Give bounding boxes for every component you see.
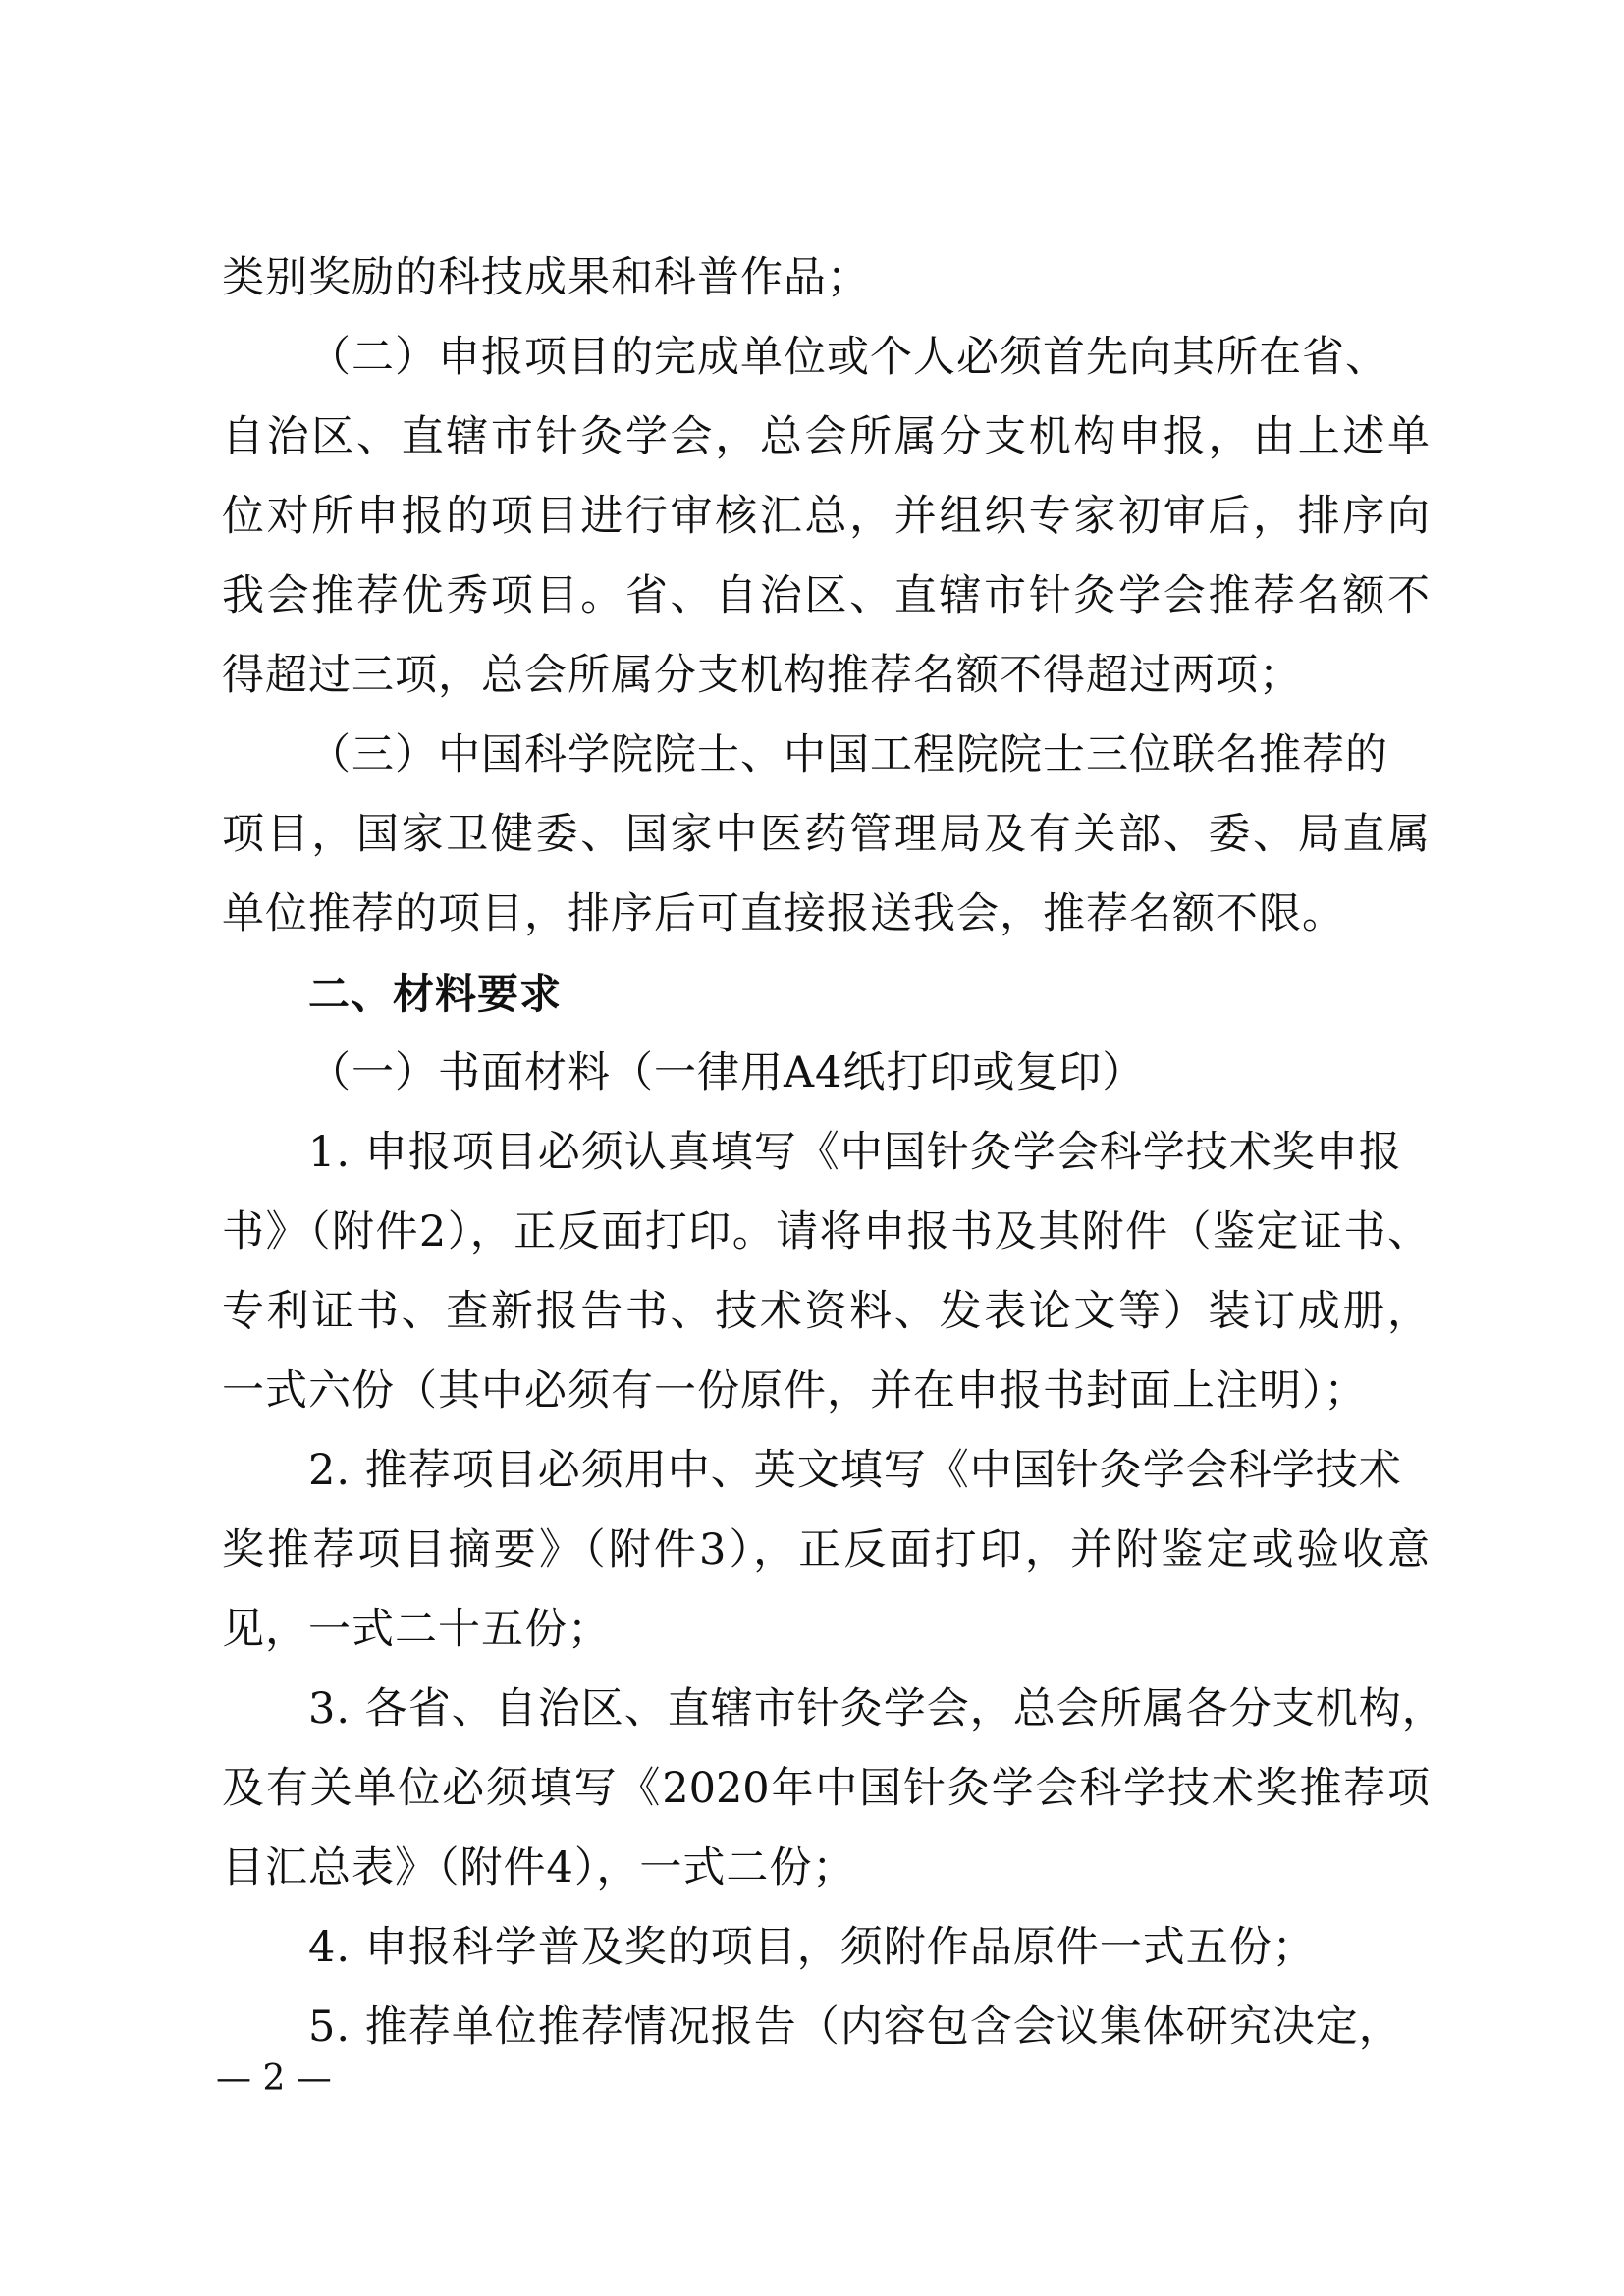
text-line: 单位推荐的项目，排序后可直接报送我会，推荐名额不限。 [222, 889, 1345, 938]
text-line: 奖推荐项目摘要》（附件3），正反面打印，并附鉴定或验收意 [222, 1525, 1430, 1575]
text-line: 见，一式二十五份； [222, 1605, 611, 1654]
list-item-line: 3. 各省、自治区、直辖市针灸学会，总会所属各分支机构， [308, 1684, 1445, 1734]
text-line: 得超过三项，总会所属分支机构推荐名额不得超过两项； [222, 651, 1302, 700]
list-item-line: 4. 申报科学普及奖的项目，须附作品原件一式五份； [308, 1923, 1316, 1972]
paragraph-line: （三）中国科学院院士、中国工程院院士三位联名推荐的 [308, 730, 1388, 779]
text-line: 及有关单位必须填写《2020年中国针灸学会科学技术奖推荐项 [222, 1764, 1430, 1813]
text-line: 类别奖励的科技成果和科普作品； [222, 253, 870, 302]
text-line: 位对所申报的项目进行审核汇总，并组织专家初审后，排序向 [222, 492, 1430, 541]
paragraph-line: （二）申报项目的完成单位或个人必须首先向其所在省、 [308, 333, 1388, 382]
text-line: 目汇总表》（附件4），一式二份； [222, 1843, 856, 1893]
list-item-line: 5. 推荐单位推荐情况报告（内容包含会议集体研究决定， [308, 2002, 1402, 2052]
text-line: 我会推荐优秀项目。省、自治区、直辖市针灸学会推荐名额不 [222, 571, 1430, 620]
body-text [222, 239, 1445, 2067]
text-line: 项目，国家卫健委、国家中医药管理局及有关部、委、局直属 [222, 810, 1430, 859]
text-line: 专利证书、查新报告书、技术资料、发表论文等）装订成册， [222, 1287, 1430, 1336]
subsection-heading: （一）书面材料（一律用A4纸打印或复印） [308, 1048, 1146, 1097]
text-line: 一式六份（其中必须有一份原件，并在申报书封面上注明）； [222, 1366, 1368, 1415]
section-heading: 二、材料要求 [308, 970, 563, 1018]
text-line: 书》（附件2），正反面打印。请将申报书及其附件（鉴定证书、 [222, 1207, 1430, 1256]
page-number: — 2 — [216, 2058, 332, 2099]
list-item-line: 1. 申报项目必须认真填写《中国针灸学会科学技术奖申报 [308, 1128, 1402, 1177]
text-line: 自治区、直辖市针灸学会，总会所属分支机构申报，由上述单 [222, 412, 1430, 461]
list-item-line: 2. 推荐项目必须用中、英文填写《中国针灸学会科学技术 [308, 1446, 1402, 1495]
